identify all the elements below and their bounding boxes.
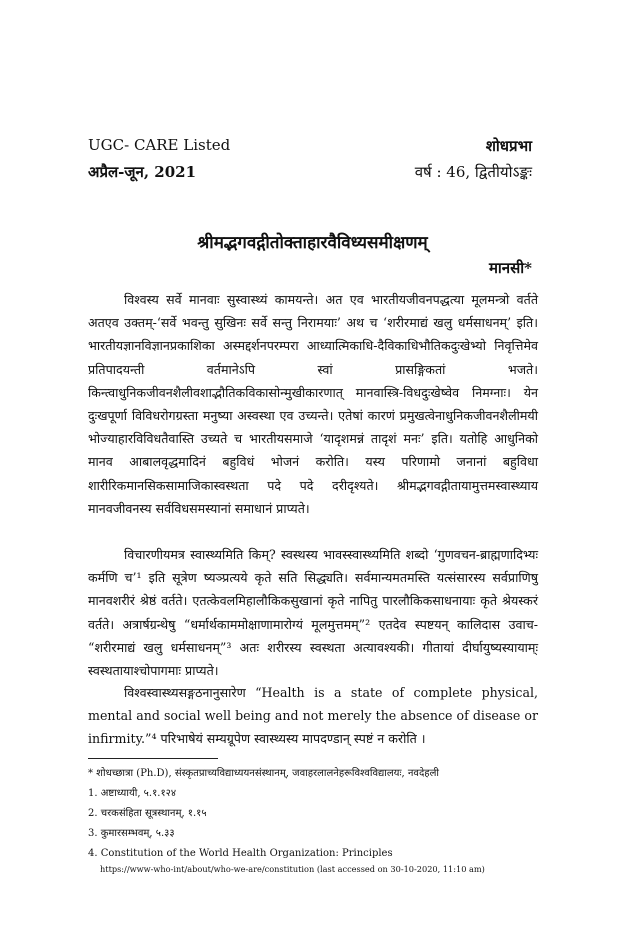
footnote-divider bbox=[88, 758, 218, 759]
footnote-author: * शोधच्छात्रा (Ph.D), संस्कृतप्राच्यविद्याध्ययनसंस्थानम्, जवाहरलालनेहरूविश्वविद्यालयः, नवदेहली bbox=[88, 768, 439, 779]
article-body bbox=[88, 288, 538, 520]
footnotes bbox=[88, 764, 543, 875]
article-body-2 bbox=[88, 543, 538, 682]
article-title: श्रीमद्भगवद्गीतोक्ताहारवैविध्यसमीक्षणम् bbox=[197, 233, 428, 253]
paragraph-1: विश्वस्य सर्वे मानवाः सुस्वास्थ्यं कामयन्ते। अत एव भारतीयजीवनपद्धत्या मूलमन्त्रो वर्तते अतएव उक्तम्-‘सर्वे भवन्तु सुखिनः सर्वे सन्तु निरामयाः’ अथ च ‘शरीरमाद्यं खलु धर्मसाधनम्’ इति। भारतीयज्ञानविज्ञानप्रकाशिका अस्मद्दर्शनपरम्परा आध्यात्मिकाधि-दैविकाधिभौतिकदुःखेभ्यो निवृत्तिमेव प्रतिपादयन्ती वर्तमानेऽपि स्वां प्रासङ्गिकतां भजते। किन्त्वाधुनिकजीवनशैलीवशाद्भौतिकविकासोन्मुखीकारणात् मानवास्त्रि-विधदुःखेष्वेव निमग्नाः। येन दुःखपूर्णा विविधरोगग्रस्ता मनुष्या अस्वस्था एव उच्यन्ते। एतेषां कारणं प्रमुखत्वेनाधुनिकजीवनशैलीमयी भोज्याहारविविधतैवास्ति उच्यते च भारतीयसमाजे ‘यादृशमन्नं तादृशं मनः’ इति। यतोहि आधुनिको मानव आबालवृद्धमादिनं बहुविधं भोजनं करोति। यस्य परिणामो जनानां बहुविधा शारीरिकमानसिकसामाजिकास्वस्थता पदे पदे दरीदृश्यते। श्रीमद्भगवद्गीतायामुत्तमस्वास्थ्याय मानवजीवनस्य सर्वविधसमस्यानां समाधानं प्राप्यते। bbox=[88, 292, 538, 516]
footnote-3: 3. कुमारसम्भवम्, ५.३३ bbox=[88, 828, 175, 839]
journal-name: शोधप्रभा bbox=[485, 137, 532, 155]
paragraph-2: विचारणीयमत्र स्वास्थ्यमिति किम्? स्वस्थस्य भावस्स्वास्थ्यमिति शब्दो ‘गुणवचन-ब्राह्मणादिभ्यः कर्मणि च’¹ इति सूत्रेण ष्यञ्प्रत्यये कृते सति सिद्ध्यति। सर्वमान्यमतमस्ति यत्संसारस्य सर्वप्राणिषु मानवशरीरं श्रेष्ठं वर्तते। एतत्केवलमिहालौकिकसुखानां कृते नापितु पारलौकिकसाधनायाः कृते श्रेयस्करं वर्तते। अत्रार्षग्रन्थेषु “धर्मार्थकाममोक्षाणामारोग्यं मूलमुत्तमम्”² एतदेव स्पष्टयन् कालिदास उवाच- “शरीरमाद्यं खलु धर्मसाधनम्”³ अतः शरीरस्य स्वस्थता अत्यावश्यकी। गीतायां दीर्घायुष्यस्यायाम्ः स्वस्थतायाश्चोपागमाः प्राप्यते। bbox=[88, 547, 538, 679]
article-body-3 bbox=[88, 681, 538, 751]
footnote-4: 4. Constitution of the World Health Organization: Principles bbox=[88, 848, 393, 859]
journal-listing: UGC- CARE Listed bbox=[88, 136, 231, 154]
footnote-url[interactable]: https://www-who-int/about/who-we-are/constitution (last accessed on 30-10-2020, 11:10 am) bbox=[100, 864, 485, 874]
volume-issue: वर्ष : 46, द्वितीयोऽङ्कः bbox=[414, 163, 532, 181]
paragraph-3: विश्वस्वास्थ्यसङ्गठनानुसारेण “Health is a state of complete physical, mental and social well being and not merely the absence of disease or infirmity.”⁴ परिभाषेयं सम्यग्रूपेण स्वास्थ्यस्य मापदण्डान् स्पष्टं न करोति । bbox=[88, 685, 538, 747]
issue-date: अप्रैल-जून, 2021 bbox=[88, 163, 197, 181]
footnote-2: 2. चरकसंहिता सूत्रस्थानम्, १.१५ bbox=[88, 808, 207, 819]
author-name: मानसी* bbox=[488, 259, 532, 277]
footnote-1: 1. अष्टाध्यायी, ५.१.१२४ bbox=[88, 788, 177, 799]
